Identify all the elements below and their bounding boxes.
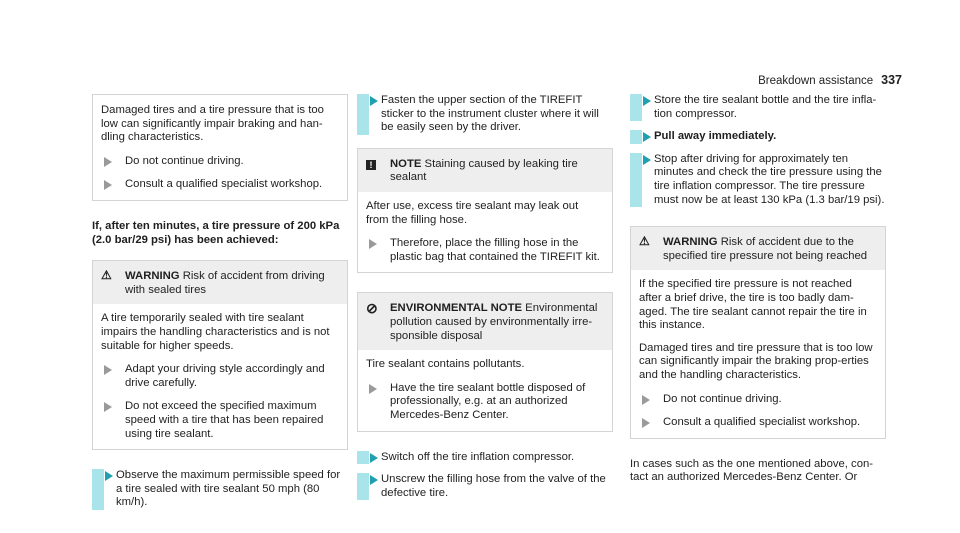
step-item: Unscrew the filling hose from the valve of the defective tire. — [357, 473, 613, 500]
page-header — [758, 74, 902, 89]
bullet-arrow-icon — [369, 384, 377, 394]
info-paragraph: Damaged tires and a tire pressure that is too low can significantly impair braking and han-dling characteristics. — [101, 104, 324, 144]
note-label: NOTE — [390, 157, 422, 170]
column-2 — [357, 94, 613, 500]
warning-title: Risk of accident due to the specified tire pressure not being reached — [663, 236, 868, 262]
bullet-arrow-icon — [104, 157, 112, 167]
list-item: Do not continue driving. — [101, 155, 335, 169]
list-item: Adapt your driving style accordingly and drive carefully. — [101, 363, 335, 390]
step-arrow-icon — [105, 471, 113, 481]
note-square-icon: ! — [366, 160, 376, 170]
note-title: Staining caused by leaking tire sealant — [390, 157, 578, 184]
environment-paragraph: Tire sealant contains pollutants. — [366, 358, 525, 371]
warning-label: WARNING — [663, 236, 718, 249]
column-1 — [92, 94, 348, 510]
environment-box — [357, 292, 613, 431]
bullet-arrow-icon — [369, 239, 377, 249]
warning-paragraph: A tire temporarily sealed with tire sealant impairs the handling characteristics and is not suitable for higher speeds. — [101, 312, 330, 352]
step-item: Store the tire sealant bottle and the tire infla-tion compressor. — [630, 94, 886, 121]
column-3 — [630, 94, 886, 485]
closing-paragraph: In cases such as the one mentioned above, con-tact an authorized Mercedes-Benz Center. Or — [630, 457, 874, 484]
warning-box — [630, 226, 886, 439]
bullet-arrow-icon — [642, 418, 650, 428]
step-arrow-icon — [643, 132, 651, 142]
warning-header — [93, 261, 347, 304]
warning-header — [631, 227, 885, 270]
warning-label: WARNING — [125, 270, 180, 283]
step-arrow-icon — [643, 155, 651, 165]
warning-triangle-icon: ⚠ — [101, 268, 112, 283]
list-item: Therefore, place the filling hose in the plastic bag that contained the TIREFIT kit. — [366, 237, 600, 264]
warning-paragraph: If the specified tire pressure is not reached after a brief drive, the tire is too badly dam-aged. The tire sealant cannot repair the tire in this instance. — [639, 278, 867, 332]
step-arrow-icon — [370, 475, 378, 485]
step-item: Switch off the tire inflation compressor. — [357, 451, 613, 465]
step-arrow-icon — [370, 453, 378, 463]
list-item: Have the tire sealant bottle disposed of professionally, e.g. at an authorized Mercedes-Benz Center. — [366, 382, 600, 423]
page-number: 337 — [881, 73, 902, 87]
environment-header — [358, 293, 612, 350]
warning-box — [92, 260, 348, 450]
list-item: Do not exceed the specified maximum speed with a tire that has been repaired using tire sealant. — [101, 400, 335, 441]
environment-title: Environmental pollution caused by environmentally irre-sponsible disposal — [390, 302, 598, 342]
step-item: Fasten the upper section of the TIREFIT sticker to the instrument cluster where it will be easily seen by the driver. — [357, 94, 613, 135]
step-item: Stop after driving for approximately ten minutes and check the tire pressure using the tire inflation compressor. The tire pressure must now be at least 130 kPa (1.3 bar/19 psi). — [630, 153, 886, 207]
info-box — [92, 94, 348, 201]
bullet-arrow-icon — [104, 365, 112, 375]
bullet-arrow-icon — [104, 180, 112, 190]
bullet-arrow-icon — [642, 395, 650, 405]
bullet-arrow-icon — [104, 402, 112, 412]
note-paragraph: After use, excess tire sealant may leak out from the filling hose. — [366, 199, 579, 226]
warning-triangle-icon: ⚠ — [639, 234, 650, 249]
section-heading: If, after ten minutes, a tire pressure of 200 kPa (2.0 bar/29 psi) has been achieved: — [92, 219, 340, 246]
section-title: Breakdown assistance — [758, 75, 874, 87]
list-item: Do not continue driving. — [639, 393, 873, 407]
environment-icon: ⊘ — [366, 300, 378, 317]
step-item: Observe the maximum permissible speed for a tire sealed with tire sealant 50 mph (80 km/h). — [92, 469, 348, 510]
warning-paragraph: Damaged tires and tire pressure that is too low can significantly impair the braking prop-erties and the handling characteristics. — [639, 341, 873, 381]
warning-title: Risk of accident from driving with sealed tires — [125, 270, 325, 296]
list-item: Consult a qualified specialist workshop. — [639, 416, 873, 430]
note-header — [358, 149, 612, 192]
list-item: Consult a qualified specialist workshop. — [101, 178, 335, 192]
step-arrow-icon — [370, 96, 378, 106]
step-item: Pull away immediately. — [630, 130, 886, 144]
step-arrow-icon — [643, 96, 651, 106]
note-box — [357, 148, 613, 274]
environment-label: ENVIRONMENTAL NOTE — [390, 302, 523, 315]
